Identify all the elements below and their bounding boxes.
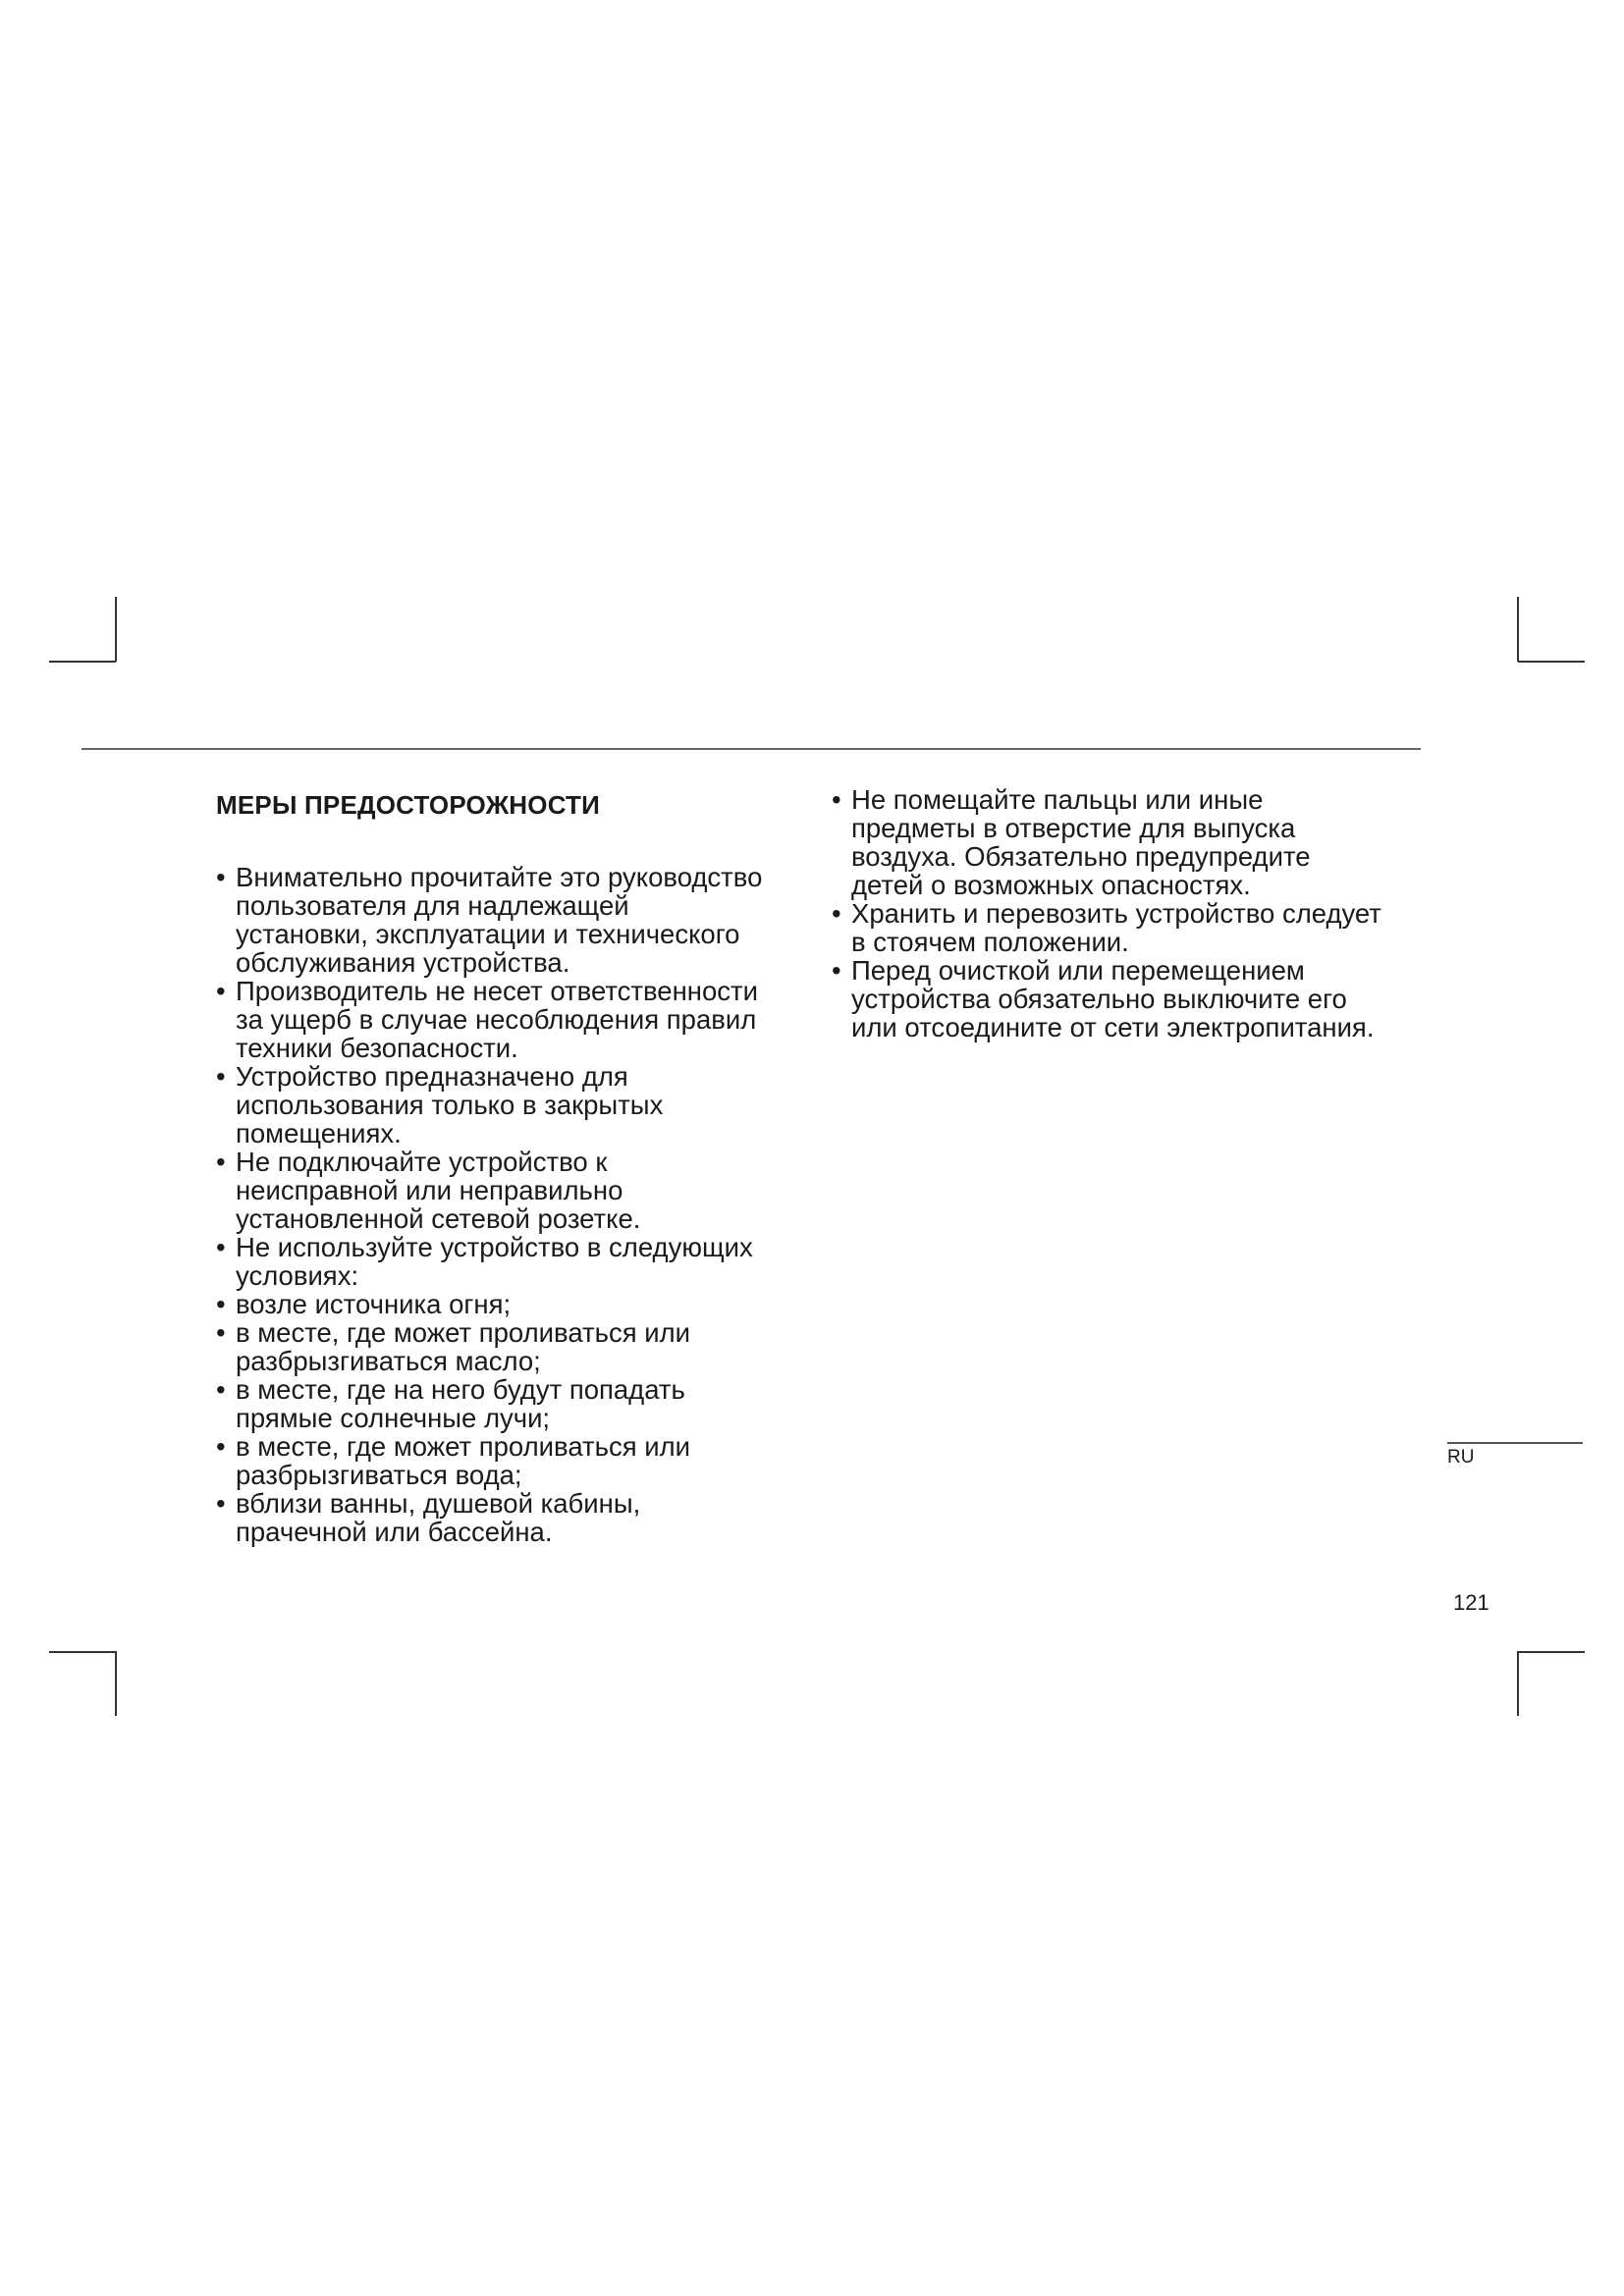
left-column	[216, 788, 825, 1546]
header-divider	[81, 748, 1421, 750]
precautions-list-right	[832, 785, 1460, 1041]
list-item: • возле источника огня;	[216, 1290, 825, 1318]
crop-mark-top-right-vertical	[1517, 597, 1519, 662]
crop-mark-top-left-horizontal	[49, 661, 116, 663]
list-item: • Внимательно прочитайте это руководство пользователя для надлежащей установки, эксплуатации и технического обслуживания устройства.	[216, 863, 825, 977]
section-heading: МЕРЫ ПРЕДОСТОРОЖНОСТИ	[216, 790, 601, 820]
list-item: • вблизи ванны, душевой кабины, прачечной или бассейна.	[216, 1489, 825, 1546]
list-item: • Не подключайте устройство к неисправной или неправильно установленной сетевой розетке.	[216, 1148, 825, 1233]
page-number: 121	[1453, 1590, 1489, 1615]
right-column	[832, 785, 1460, 1041]
list-item: • Не помещайте пальцы или иные предметы в отверстие для выпуска воздуха. Обязательно предупредите детей о возможных опасностях.	[832, 785, 1460, 899]
list-item: • Устройство предназначено для использования только в закрытых помещениях.	[216, 1062, 825, 1148]
list-item: • Производитель не несет ответственности за ущерб в случае несоблюдения правил техники безопасности.	[216, 977, 825, 1062]
list-item: • в месте, где на него будут попадать прямые солнечные лучи;	[216, 1375, 825, 1432]
list-item: • Не используйте устройство в следующих условиях:	[216, 1233, 825, 1290]
crop-mark-bottom-left-vertical	[115, 1651, 117, 1716]
crop-mark-top-left-vertical	[115, 597, 117, 662]
crop-mark-bottom-left-horizontal	[49, 1651, 116, 1653]
language-code: RU	[1447, 1447, 1475, 1468]
list-item: • Хранить и перевозить устройство следует в стоячем положении.	[832, 899, 1460, 956]
list-item: • Перед очисткой или перемещением устройства обязательно выключите его или отсоедините от сети электропитания.	[832, 956, 1460, 1041]
precautions-list-left	[216, 863, 825, 1546]
language-divider	[1447, 1442, 1583, 1444]
crop-mark-bottom-right-vertical	[1517, 1651, 1519, 1716]
list-item: • в месте, где может проливаться или разбрызгиваться масло;	[216, 1318, 825, 1375]
crop-mark-bottom-right-horizontal	[1518, 1651, 1585, 1653]
crop-mark-top-right-horizontal	[1518, 661, 1585, 663]
list-item: • в месте, где может проливаться или разбрызгиваться вода;	[216, 1432, 825, 1489]
